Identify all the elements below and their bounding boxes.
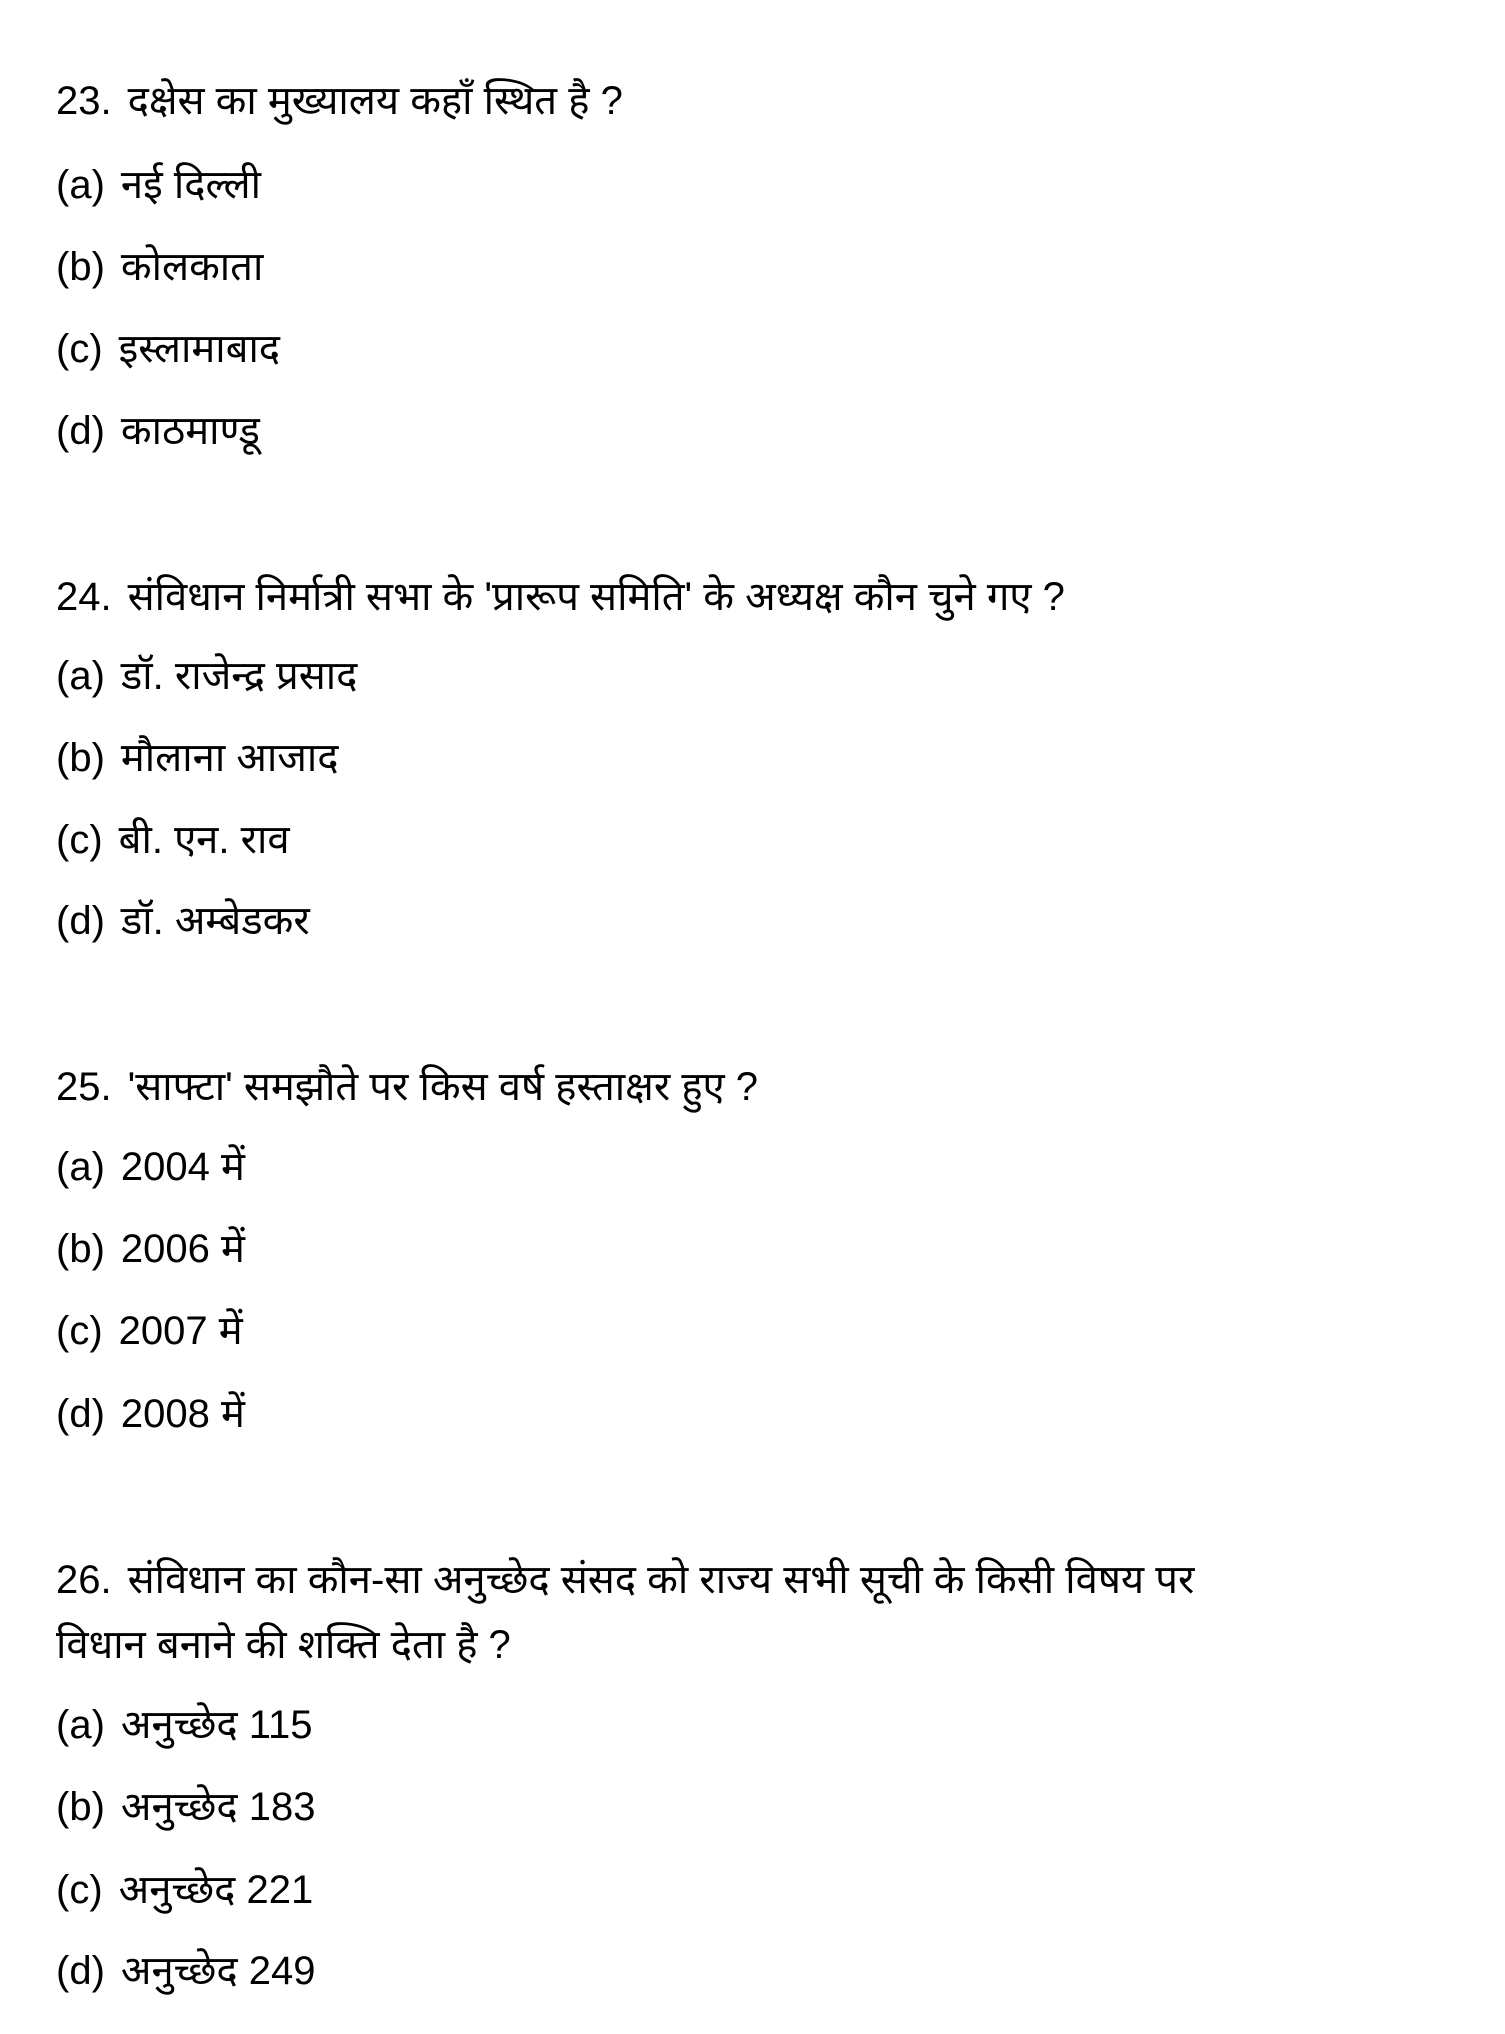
- question-text: [56, 573, 1065, 621]
- option-text: डॉ. राजेन्द्र प्रसाद: [120, 654, 358, 698]
- option-text: नई दिल्ली: [120, 163, 261, 207]
- option-label: (b): [56, 1785, 105, 1829]
- option-label: (c): [56, 1309, 103, 1353]
- option-text: 2004 में: [120, 1145, 245, 1189]
- option-text: 2007 में: [118, 1309, 243, 1353]
- option-label: (b): [56, 245, 105, 289]
- option-text: 2008 में: [120, 1392, 245, 1436]
- option-text: बी. एन. राव: [118, 818, 290, 862]
- option-label: (d): [56, 1392, 105, 1436]
- option-text: अनुच्छेद 183: [120, 1785, 316, 1829]
- option-text: अनुच्छेद 249: [120, 1949, 316, 1993]
- option-d: [56, 1390, 245, 1438]
- question-line: संविधान का कौन-सा अनुच्छेद संसद को राज्य सभी सूची के किसी विषय पर: [127, 1558, 1195, 1602]
- option-label: (c): [56, 818, 103, 862]
- option-d: [56, 1947, 316, 1995]
- option-label: (b): [56, 1227, 105, 1271]
- option-label: (c): [56, 1868, 103, 1912]
- option-label: (a): [56, 1703, 105, 1747]
- option-d: [56, 407, 260, 455]
- option-label: (a): [56, 1145, 105, 1189]
- option-label: (d): [56, 409, 105, 453]
- option-label: (c): [56, 327, 103, 371]
- question-number: 24.: [56, 575, 112, 619]
- option-c: [56, 816, 290, 864]
- question-number: 25.: [56, 1065, 112, 1109]
- option-label: (a): [56, 654, 105, 698]
- option-label: (a): [56, 163, 105, 207]
- question-line: दक्षेस का मुख्यालय कहाँ स्थित है ?: [127, 79, 623, 123]
- option-label: (d): [56, 1949, 105, 1993]
- option-d: [56, 897, 310, 945]
- option-c: [56, 325, 280, 373]
- question-number: 23.: [56, 79, 112, 123]
- option-text: अनुच्छेद 115: [120, 1703, 313, 1747]
- question-text-continued: [56, 1621, 511, 1669]
- option-text: मौलाना आजाद: [120, 736, 339, 780]
- option-b: [56, 243, 263, 291]
- option-c: [56, 1307, 243, 1355]
- question-line: संविधान निर्मात्री सभा के 'प्रारूप समिति' के अध्यक्ष कौन चुने गए ?: [127, 575, 1065, 619]
- question-line: 'साफ्टा' समझौते पर किस वर्ष हस्ताक्षर हुए ?: [127, 1065, 759, 1109]
- option-a: [56, 652, 357, 700]
- option-a: [56, 161, 261, 209]
- option-text: काठमाण्डू: [120, 409, 260, 453]
- question-line: विधान बनाने की शक्ति देता है ?: [56, 1623, 511, 1667]
- option-a: [56, 1701, 313, 1749]
- option-label: (b): [56, 736, 105, 780]
- option-text: डॉ. अम्बेडकर: [120, 899, 310, 943]
- option-b: [56, 1783, 316, 1831]
- question-text: [56, 1556, 1194, 1604]
- option-text: 2006 में: [120, 1227, 245, 1271]
- option-c: [56, 1866, 313, 1914]
- option-b: [56, 734, 338, 782]
- question-text: [56, 1063, 758, 1111]
- option-label: (d): [56, 899, 105, 943]
- option-text: कोलकाता: [120, 245, 264, 289]
- option-b: [56, 1225, 245, 1273]
- question-number: 26.: [56, 1558, 112, 1602]
- option-text: अनुच्छेद 221: [118, 1868, 314, 1912]
- option-text: इस्लामाबाद: [118, 327, 281, 371]
- option-a: [56, 1143, 245, 1191]
- question-text: [56, 77, 623, 125]
